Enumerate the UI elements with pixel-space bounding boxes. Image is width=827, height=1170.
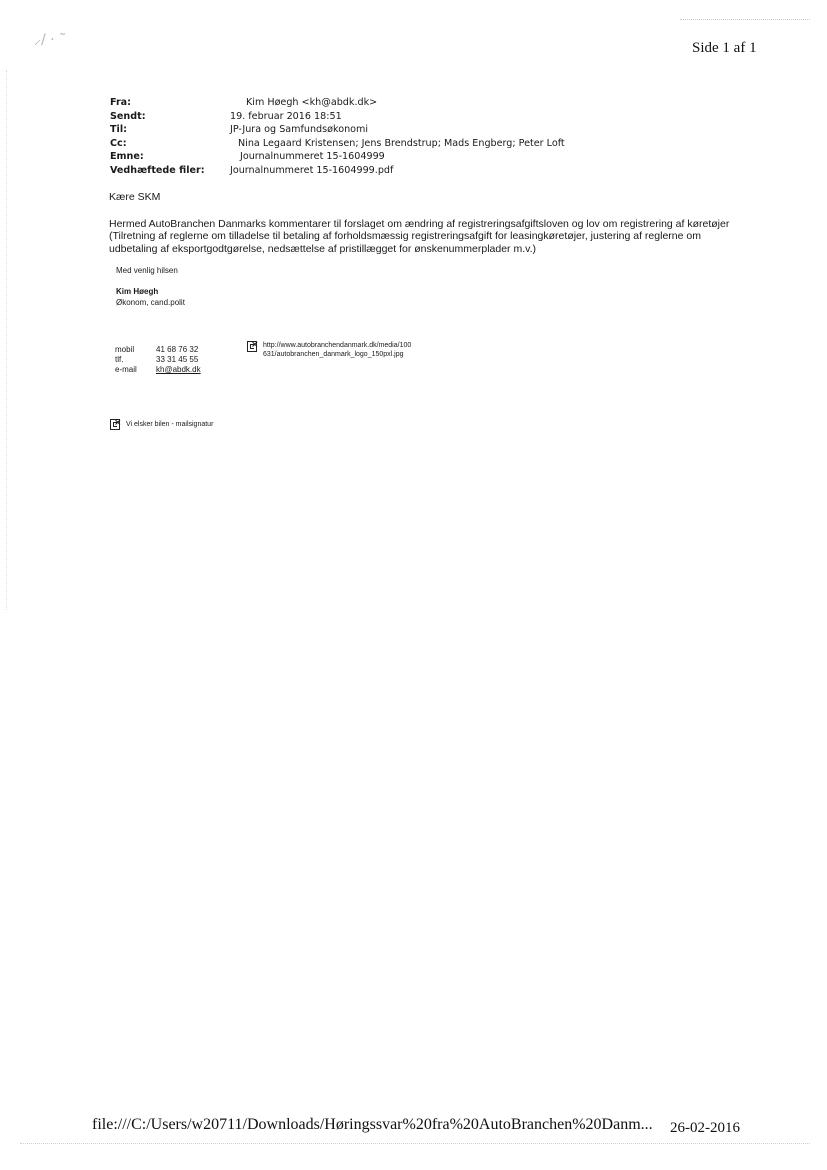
contact-value-wrapper xyxy=(156,365,201,375)
to-label: Til: xyxy=(110,124,127,135)
contact-label: mobil xyxy=(115,345,135,354)
subject-value: Journalnummeret 15-1604999 xyxy=(240,151,385,162)
header-row-attachments xyxy=(110,164,565,178)
broken-image-icon xyxy=(110,419,120,430)
cc-value: Nina Legaard Kristensen; Jens Brendstrup; Mads Engberg; Peter Loft xyxy=(238,137,565,149)
email-link[interactable]: kh@abdk.dk xyxy=(156,365,201,374)
contact-value: 33 31 45 55 xyxy=(156,355,199,364)
body-paragraph: Hermed AutoBranchen Danmarks kommentarer til forslaget om ændring af registreringsafgiftsloven og lov om registrering af køretøjer (Tilretning af reglerne om tilladelse til betaling af forholdsmæssig registreringsafgift for leasingkøretøjer, justering af reglerne om udbetaling af eksportgodtgørelse, nedsættelse af pristillægget for ønskenummerplader m.v.) xyxy=(109,218,730,255)
sent-label: Sendt: xyxy=(110,110,146,122)
scan-edge-line xyxy=(680,19,810,20)
scan-edge-line xyxy=(6,70,7,610)
contact-row-phone xyxy=(115,355,201,365)
email-header xyxy=(110,96,565,177)
contact-details xyxy=(115,345,201,375)
header-row-cc xyxy=(110,137,565,151)
signer-name: Kim Høegh xyxy=(116,287,159,296)
header-row-from xyxy=(110,96,565,110)
contact-label: e-mail xyxy=(115,365,137,374)
contact-row-email xyxy=(115,365,201,375)
logo-image-placeholder xyxy=(247,341,413,359)
from-value: Kim Høegh <kh@abdk.dk> xyxy=(246,97,378,108)
signer-title: Økonom, cand.polit xyxy=(116,298,185,307)
mail-signature-alt-text: Vi elsker bilen - mailsignatur xyxy=(126,421,214,428)
greeting: Kære SKM xyxy=(109,191,161,203)
page-number: Side 1 af 1 xyxy=(692,40,757,56)
header-row-subject xyxy=(110,150,565,164)
closing: Med venlig hilsen xyxy=(116,266,178,275)
contact-value: 41 68 76 32 xyxy=(156,345,199,354)
footer-date: 26-02-2016 xyxy=(670,1120,740,1136)
broken-image-icon xyxy=(247,341,257,352)
contact-row-mobile xyxy=(115,345,201,355)
footer-file-path: file:///C:/Users/w20711/Downloads/Høringssvar%20fra%20AutoBranchen%20Danm... xyxy=(92,1116,653,1133)
attachments-label: Vedhæftede filer: xyxy=(110,164,205,176)
logo-alt-text: http://www.autobranchendanmark.dk/media/100631/autobranchen_danmark_logo_150pxl.jpg xyxy=(263,342,412,358)
from-label: Fra: xyxy=(110,97,131,108)
header-row-sent xyxy=(110,110,565,124)
to-value: JP-Jura og Samfundsøkonomi xyxy=(230,124,369,135)
contact-label: tlf. xyxy=(115,355,124,364)
attachments-value: Journalnummeret 15-1604999.pdf xyxy=(230,164,394,176)
header-row-to xyxy=(110,123,565,137)
mail-signature-placeholder xyxy=(110,419,213,430)
cc-label: Cc: xyxy=(110,137,127,149)
subject-label: Emne: xyxy=(110,151,144,162)
scan-edge-line xyxy=(20,1143,810,1144)
scan-artifact: ⸝/ · ˜ xyxy=(34,32,67,48)
sent-value: 19. februar 2016 18:51 xyxy=(230,110,342,122)
